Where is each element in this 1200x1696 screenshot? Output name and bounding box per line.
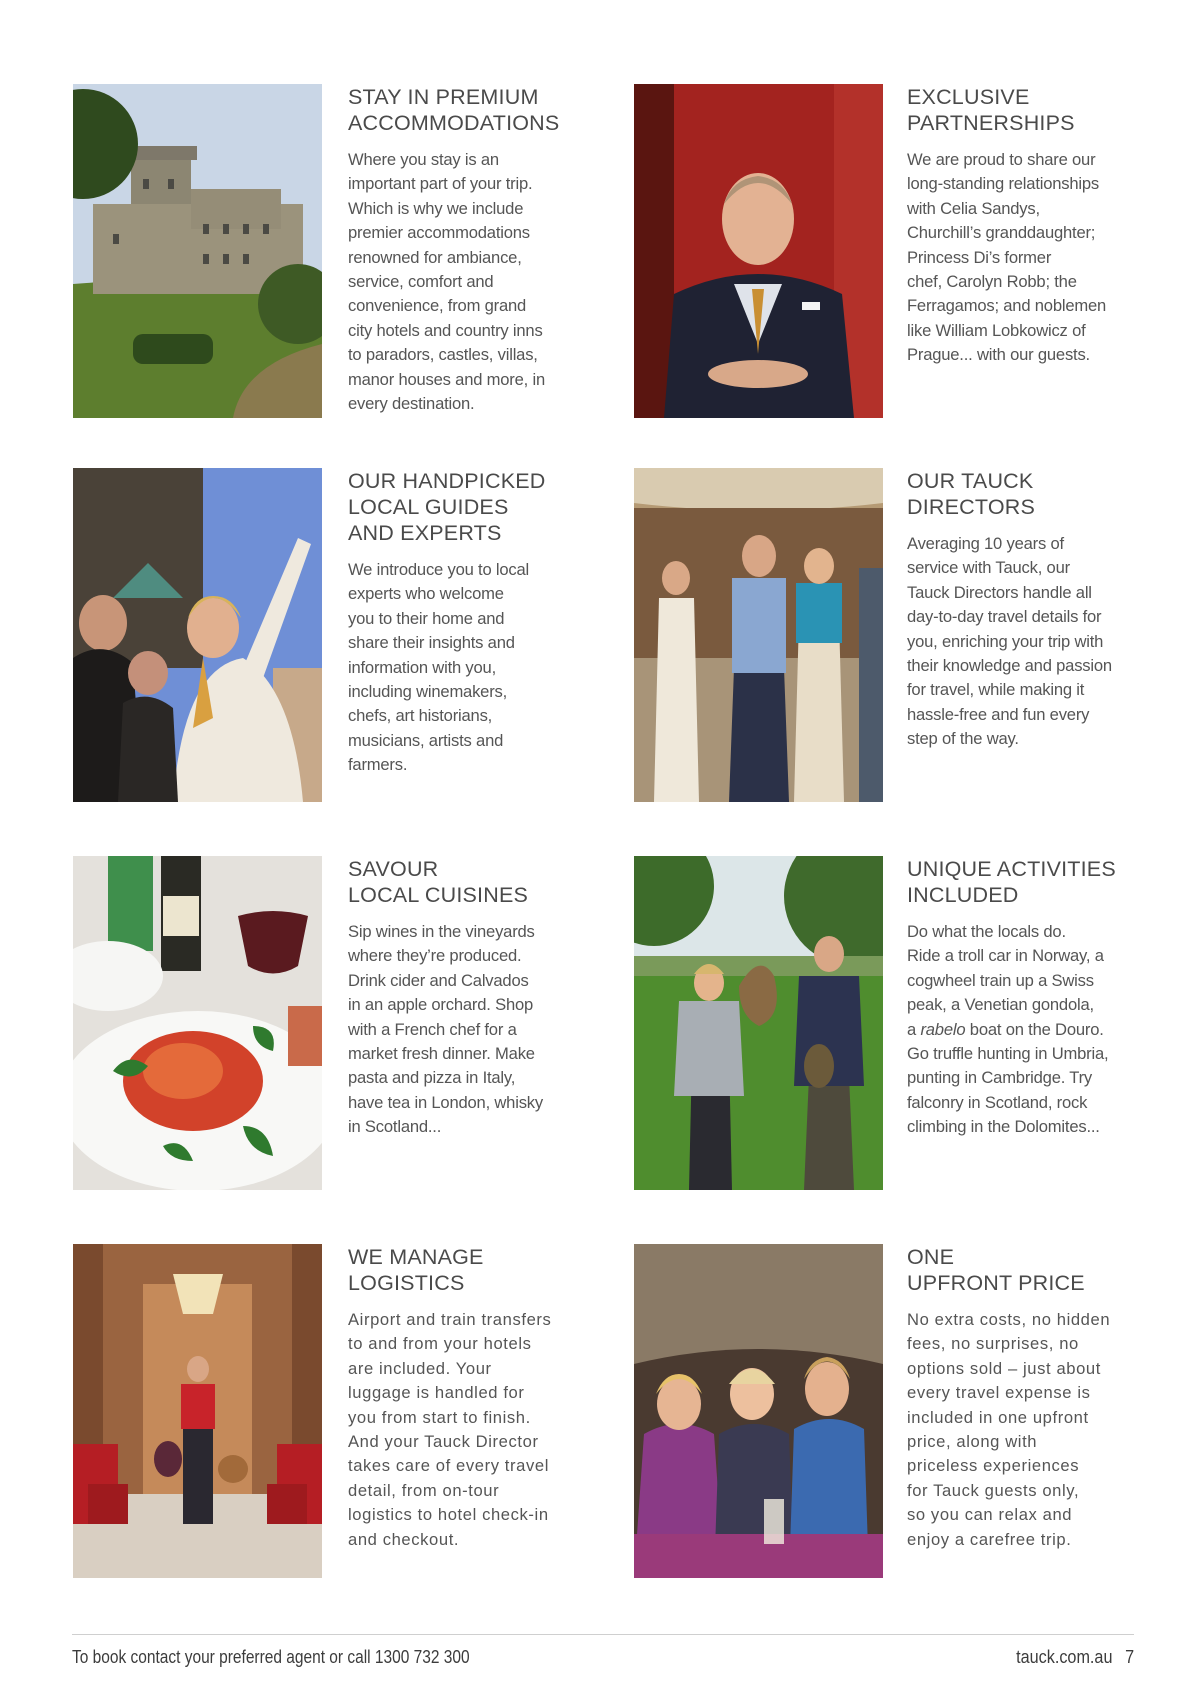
bellhop-lobby-photo [73,1244,322,1578]
feature-body: We introduce you to local experts who welcome you to their home and share their insights and information with you, including winemakers, chefs, art historians, musicians, artists and farmers. [348,560,530,775]
feature-local-guides [73,468,613,802]
feature-body: Airport and train transfers to and from your hotels are included. Your luggage is handled for you from start to finish. And your Tauck Director takes care of every travel detail, from on-tour logistics to hotel check-in and checkout. [348,1310,552,1549]
feature-body: No extra costs, no hidden fees, no surprises, no options sold – just about every travel expense is included in one upfront price, along with priceless experiences for Tauck guests only, so you can relax and enjoy a carefree trip. [907,1310,1111,1549]
feature-heading: ONE UPFRONT PRICE [907,1245,1085,1295]
pasta-wine-photo [73,856,322,1190]
rabelo-italic: rabelo [920,1019,966,1039]
tour-director-photo [634,468,883,802]
local-guide-photo [73,468,322,802]
page-number: 7 [1124,1647,1134,1667]
feature-heading: WE MANAGE LOGISTICS [348,1245,484,1295]
feature-tauck-directors [634,468,1174,802]
feature-heading: UNIQUE ACTIVITIES INCLUDED [907,857,1116,907]
rabelo-line: a rabelo boat on the Douro. [907,1019,1104,1039]
feature-body: Sip wines in the vineyards where they’re produced. Drink cider and Calvados in an apple orchard. Shop with a French chef for a market fresh dinner. Make pasta and pizza in Italy, have tea in London, whisky in Scotland... [348,922,543,1137]
feature-unique-activities [634,856,1174,1190]
feature-local-cuisines [73,856,613,1190]
toasting-guests-photo [634,1244,883,1578]
feature-heading: OUR HANDPICKED LOCAL GUIDES AND EXPERTS [348,469,546,545]
castle-hotel-photo [73,84,322,418]
feature-body: We are proud to share our long-standing relationships with Celia Sandys, Churchill’s granddaughter; Princess Di’s former chef, Carolyn Robb; the Ferragamos; and noblemen like William Lobkowicz of Prague... with our guests. [907,150,1107,365]
feature-upfront-price [634,1244,1174,1578]
feature-partnerships [634,84,1174,418]
feature-logistics [73,1244,613,1578]
feature-body: Where you stay is an important part of your trip. Which is why we include premier accommodations renowned for ambiance, service, comfort and convenience, from grand city hotels and country inns to paradors, castles, villas, manor houses and more, in every destination. [348,150,546,414]
feature-accommodations [73,84,613,418]
footer-site-and-page [1016,1647,1134,1668]
feature-body: Do what the locals do. Ride a troll car in Norway, a cogwheel train up a Swiss peak, a Venetian gondola, a rabelo boat on the Douro. Go truffle hunting in Umbria, punting in Cambridge. Try falconry in Scotland, rock climbing in the Dolomites... [907,920,1157,1140]
feature-heading: SAVOUR LOCAL CUISINES [348,857,529,907]
footer-contact: To book contact your preferred agent or call 1300 732 300 [72,1647,470,1667]
feature-heading: STAY IN PREMIUM ACCOMMODATIONS [348,85,560,135]
footer-site-link[interactable]: tauck.com.au [1016,1647,1113,1667]
host-portrait-photo [634,84,883,418]
feature-body: Averaging 10 years of service with Tauck, our Tauck Directors handle all day-to-day travel details for you, enriching your trip with their knowledge and passion for travel, while making it hassle-free and fun every step of the way. [907,534,1112,749]
falconry-photo [634,856,883,1190]
footer-divider [72,1634,1134,1635]
feature-heading: EXCLUSIVE PARTNERSHIPS [907,85,1075,135]
feature-heading: OUR TAUCK DIRECTORS [907,469,1036,519]
